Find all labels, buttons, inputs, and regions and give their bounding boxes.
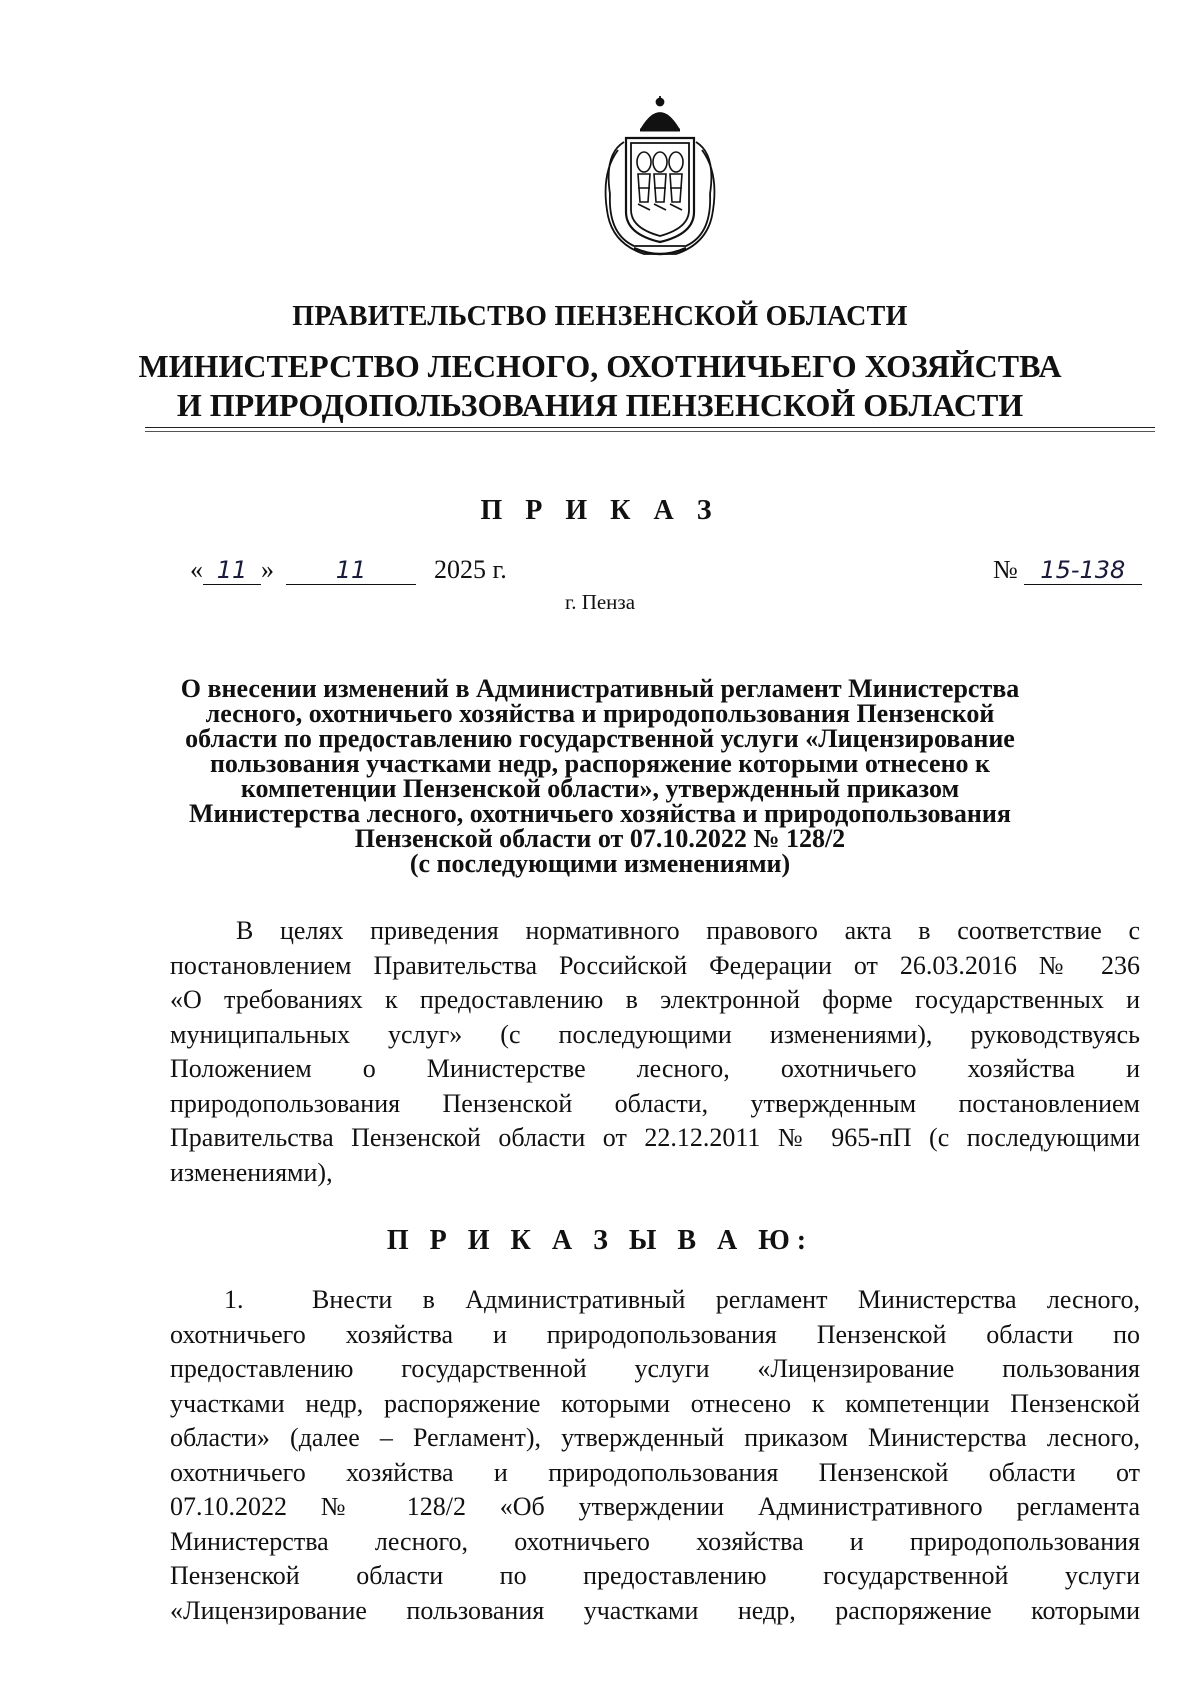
- order-date: [190, 555, 507, 587]
- item-line: 07.10.2022 № 128/2 «Об утверждении Административного регламента: [170, 1492, 1140, 1521]
- item-line: участками недр, распоряжение которыми отнесено к компетенции Пензенской: [170, 1388, 1140, 1418]
- subject-line: компетенции Пензенской области», утвержденный приказом: [240, 774, 960, 803]
- date-month: 11: [286, 556, 416, 585]
- date-day: 11: [203, 556, 261, 585]
- date-close-quote: »: [261, 555, 274, 584]
- item-number: 1.: [224, 1285, 244, 1314]
- preamble-line: «О требованиях к предоставлению в электронной форме государственных и: [170, 985, 1140, 1014]
- preamble-line: В целях приведения нормативного правового акта в соответствие с: [236, 916, 1140, 945]
- preamble-paragraph: [170, 914, 1140, 1190]
- item-line: области» (далее – Регламент), утвержденный приказом Министерства лесного,: [170, 1423, 1140, 1452]
- number-sign: №: [993, 555, 1018, 584]
- preamble-line: природопользования Пензенской области, утвержденным постановлением: [170, 1088, 1140, 1118]
- subject-line: Пензенской области от 07.10.2022 № 128/2: [354, 824, 846, 853]
- item-line: Министерства лесного, охотничьего хозяйства и природопользования: [170, 1526, 1140, 1556]
- subject-line: области по предоставлению государственной услуги «Лицензирование: [185, 724, 1015, 753]
- header-divider-thick: [145, 427, 1155, 428]
- order-number: [993, 555, 1142, 587]
- subject-line: (с последующими изменениями): [409, 849, 791, 878]
- preamble-line: постановлением Правительства Российской Федерации от 26.03.2016 № 236: [170, 950, 1140, 980]
- coat-of-arms-icon: [594, 94, 726, 264]
- item-first-line: [170, 1283, 1140, 1318]
- date-open-quote: «: [190, 555, 203, 584]
- item-line: Пензенской области по предоставлению государственной услуги: [170, 1561, 1140, 1590]
- header-divider-thin: [145, 431, 1155, 432]
- ministry-title-line-2: И ПРИРОДОПОЛЬЗОВАНИЯ ПЕНЗЕНСКОЙ ОБЛАСТИ: [176, 387, 1024, 423]
- ministry-title-line-1: МИНИСТЕРСТВО ЛЕСНОГО, ОХОТНИЧЬЕГО ХОЗЯЙСТВА: [138, 348, 1062, 384]
- item-line: Внести в Административный регламент Министерства лесного,: [312, 1285, 1140, 1314]
- item-line: охотничьего хозяйства и природопользования Пензенской области по: [170, 1319, 1140, 1349]
- preamble-line: изменениями),: [170, 1157, 333, 1187]
- directive-title: П Р И К А З Ы В А Ю:: [386, 1225, 814, 1256]
- item-line: предоставлению государственной услуги «Лицензирование пользования: [170, 1354, 1140, 1383]
- preamble-line: муниципальных услуг» (с последующими изменениями), руководствуясь: [170, 1019, 1140, 1049]
- preamble-line: Положением о Министерстве лесного, охотничьего хозяйства и: [170, 1054, 1140, 1083]
- city-label: г. Пенза: [564, 590, 636, 614]
- order-title: П Р И К А З: [480, 495, 720, 526]
- date-year: 2025 г.: [434, 555, 507, 584]
- preamble-line: Правительства Пензенской области от 22.12.2011 № 965-пП (с последующими: [170, 1123, 1140, 1152]
- order-subject: [160, 676, 1040, 876]
- subject-line: лесного, охотничьего хозяйства и природопользования Пензенской: [205, 699, 995, 728]
- subject-line: пользования участками недр, распоряжение которыми отнесено к: [209, 749, 991, 778]
- subject-line: О внесении изменений в Административный регламент Министерства: [180, 674, 1020, 703]
- item-line: охотничьего хозяйства и природопользования Пензенской области от: [170, 1457, 1140, 1487]
- government-title: ПРАВИТЕЛЬСТВО ПЕНЗЕНСКОЙ ОБЛАСТИ: [292, 301, 908, 332]
- order-item-1: [170, 1283, 1140, 1628]
- item-line: «Лицензирование пользования участками недр, распоряжение которыми: [170, 1595, 1140, 1625]
- subject-line: Министерства лесного, охотничьего хозяйства и природопользования: [189, 799, 1011, 828]
- order-number-value: 15-138: [1024, 556, 1142, 585]
